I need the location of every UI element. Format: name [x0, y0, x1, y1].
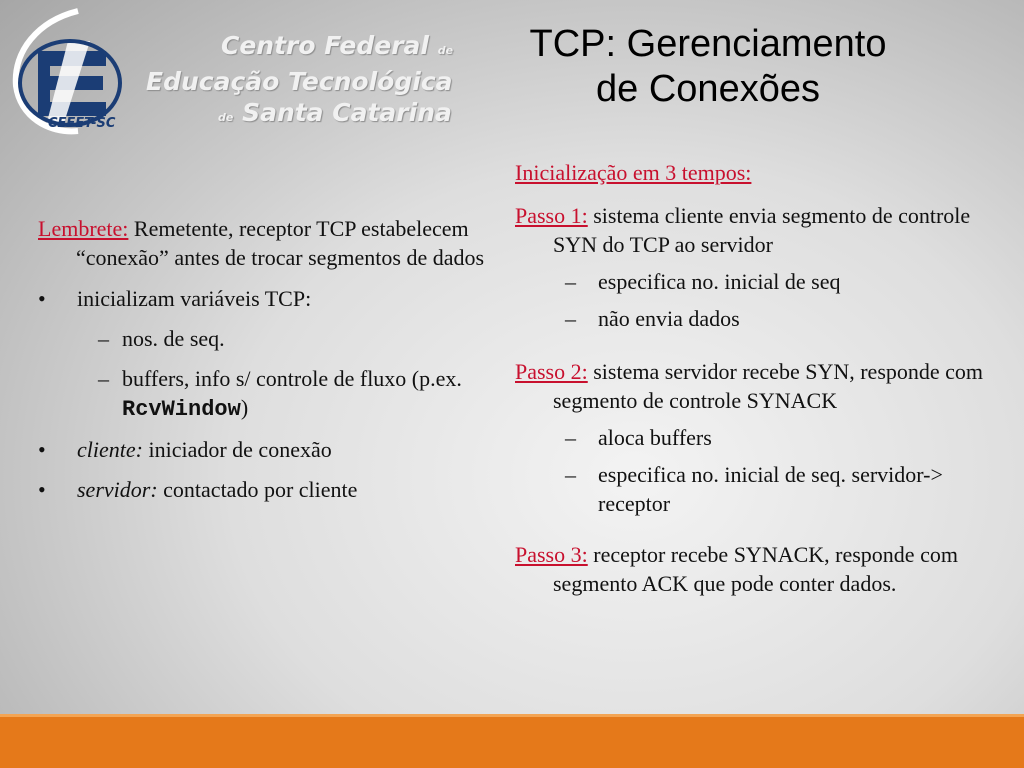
logo-text: CEFET-SC: [48, 116, 116, 131]
dash-marker: –: [98, 326, 109, 351]
reminder-paragraph: [38, 214, 508, 272]
dash-marker: –: [565, 462, 576, 487]
step2-text: sistema servidor recebe SYN, responde com segmento de controle SYNACK: [553, 359, 984, 413]
bullet-variables: [38, 284, 508, 313]
step1-paragraph: [515, 201, 1015, 259]
bullet-marker: •: [38, 286, 46, 311]
step2-label: Passo 2:: [515, 359, 588, 384]
subbullet-text: nos. de seq.: [122, 326, 225, 351]
logo-emblem-icon: [16, 11, 120, 131]
step2-sub2-text: especifica no. inicial de seq. servidor-> receptor: [598, 462, 943, 516]
subbullet-text-end: ): [240, 395, 249, 420]
rcvwindow-code: RcvWindow: [122, 397, 241, 422]
institution-line1: Centro Federal: [221, 31, 429, 60]
step1-text: sistema cliente envia segmento de controle SYN do TCP ao servidor: [553, 203, 971, 257]
step3-label: Passo 3:: [515, 542, 588, 567]
dash-marker: –: [98, 366, 109, 391]
reminder-text: Remetente, receptor TCP estabelecem “conexão” antes de trocar segmentos de dados: [76, 216, 485, 270]
title-line2: de Conexões: [596, 68, 820, 110]
step1-sub1-text: especifica no. inicial de seq: [598, 269, 841, 294]
institution-line2: Educação Tecnológica: [146, 67, 453, 96]
institution-line3: Santa Catarina: [242, 98, 452, 127]
step2-paragraph: [515, 357, 1015, 415]
footer-strip: [0, 714, 1024, 717]
server-label: servidor:: [77, 477, 158, 502]
institution-name: [146, 30, 486, 133]
step1-sub2-text: não envia dados: [598, 306, 740, 331]
dash-marker: –: [565, 425, 576, 450]
step2-sub1-text: aloca buffers: [598, 425, 712, 450]
bullet-server: [38, 475, 508, 504]
step2-sub2: [515, 460, 1015, 518]
reminder-label: Lembrete:: [38, 216, 129, 241]
handshake-heading-text: Inicialização em 3 tempos:: [515, 160, 752, 185]
bullet-marker: •: [38, 477, 46, 502]
handshake-heading: [515, 158, 1015, 187]
step1-sub2: [515, 304, 1015, 333]
client-label: cliente:: [77, 437, 143, 462]
left-column: [38, 214, 508, 515]
server-text: contactado por cliente: [157, 477, 358, 502]
step2-sub1: [515, 423, 1015, 452]
subbullet-buffers: [38, 364, 508, 424]
institution-line3-small: de: [218, 111, 234, 124]
right-column: [515, 158, 1015, 610]
slide-title: [458, 22, 958, 112]
dash-marker: –: [565, 306, 576, 331]
bullet-client: [38, 435, 508, 464]
subbullet-text: buffers, info s/ controle de fluxo (p.ex.: [122, 366, 462, 391]
title-line1: TCP: Gerenciamento: [529, 23, 887, 65]
institution-line1-small: de: [437, 44, 454, 57]
footer-bar: [0, 714, 1024, 768]
client-text: iniciador de conexão: [142, 437, 332, 462]
dash-marker: –: [565, 269, 576, 294]
subbullet-seq: [38, 324, 508, 353]
step1-sub1: [515, 267, 1015, 296]
step3-paragraph: [515, 540, 1015, 598]
bullet-marker: •: [38, 437, 46, 462]
bullet-text: inicializam variáveis TCP:: [77, 286, 312, 311]
step3-text: receptor recebe SYNACK, responde com segmento ACK que pode conter dados.: [553, 542, 958, 596]
step1-label: Passo 1:: [515, 203, 588, 228]
